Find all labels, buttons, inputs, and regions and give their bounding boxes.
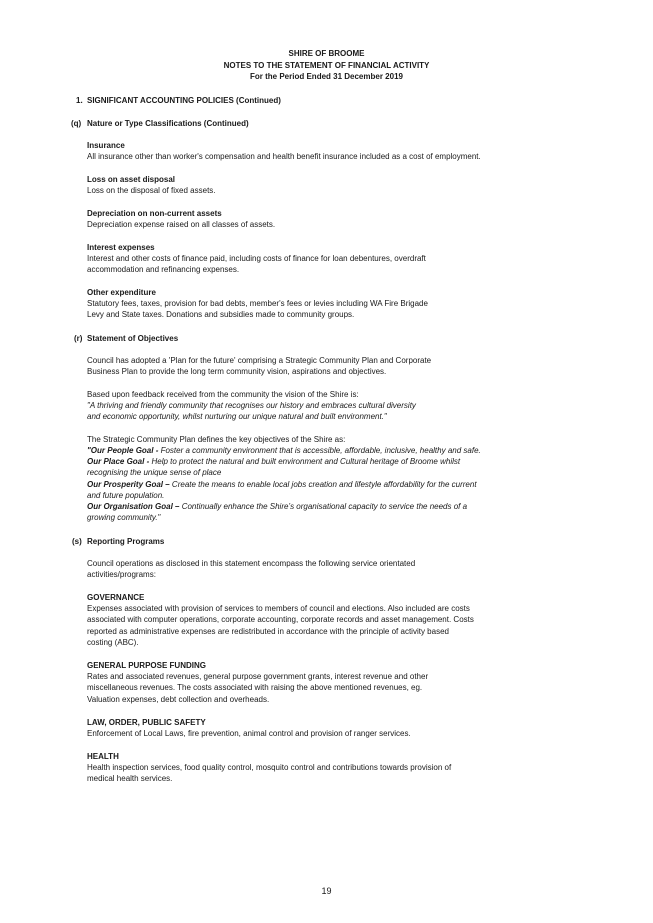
prosperity-goal-label: Our Prosperity Goal – xyxy=(87,480,170,489)
subsection-q-title: Nature or Type Classifications (Continued) xyxy=(87,119,249,128)
gpf-heading: GENERAL PURPOSE FUNDING xyxy=(87,661,206,670)
gpf-text-line: miscellaneous revenues. The costs associated with raising the above mentioned revenues, eg. xyxy=(87,683,423,692)
objectives-intro: The Strategic Community Plan defines the key objectives of the Shire as: xyxy=(87,435,346,444)
depreciation-text: Depreciation expense raised on all classes of assets. xyxy=(87,220,276,229)
health-text-line: medical health services. xyxy=(87,774,173,783)
insurance-heading: Insurance xyxy=(87,141,125,150)
subsection-q-number: (q) xyxy=(71,119,82,128)
governance-text-line: Expenses associated with provision of services to members of council and elections. Also included are costs xyxy=(87,604,470,613)
organisation-goal-label: Our Organisation Goal – xyxy=(87,502,180,511)
place-goal-label: Our Place Goal - xyxy=(87,457,150,466)
subsection-r-number: (r) xyxy=(74,334,83,343)
other-expenditure-heading: Other expenditure xyxy=(87,288,156,297)
other-expenditure-text-line: Statutory fees, taxes, provision for bad debts, member's fees or levies including WA Fire Brigade xyxy=(87,299,428,308)
gpf-text-line: Valuation expenses, debt collection and overheads. xyxy=(87,695,270,704)
prosperity-goal-text: Create the means to enable local jobs creation and lifestyle affordability for the current xyxy=(169,480,477,489)
place-goal xyxy=(87,456,460,467)
subsection-r-title: Statement of Objectives xyxy=(87,334,179,343)
section-title: SIGNIFICANT ACCOUNTING POLICIES (Continued) xyxy=(87,96,281,105)
health-text-line: Health inspection services, food quality control, mosquito control and contributions towards provision of xyxy=(87,763,452,772)
gpf-text-line: Rates and associated revenues, general purpose government grants, interest revenue and other xyxy=(87,672,429,681)
vision-intro: Based upon feedback received from the community the vision of the Shire is: xyxy=(87,390,359,399)
depreciation-heading: Depreciation on non-current assets xyxy=(87,209,222,218)
people-goal-label: "Our People Goal - xyxy=(87,446,159,455)
subsection-s-title: Reporting Programs xyxy=(87,537,165,546)
prosperity-goal-continued: and future population. xyxy=(87,491,165,500)
governance-text-line: costing (ABC). xyxy=(87,638,139,647)
organisation-goal-continued: growing community." xyxy=(87,513,161,522)
loss-heading: Loss on asset disposal xyxy=(87,175,176,184)
governance-text-line: associated with computer operations, corporate accounting, corporate records and asset management. Costs xyxy=(87,615,474,624)
document-title: NOTES TO THE STATEMENT OF FINANCIAL ACTIVITY xyxy=(223,61,430,70)
loss-text: Loss on the disposal of fixed assets. xyxy=(87,186,216,195)
interest-text-line: accommodation and refinancing expenses. xyxy=(87,265,240,274)
subsection-s-number: (s) xyxy=(72,537,82,546)
prosperity-goal xyxy=(87,479,477,490)
interest-text-line: Interest and other costs of finance paid, including costs of finance for loan debentures, overdraft xyxy=(87,254,426,263)
objectives-text-line: Council has adopted a 'Plan for the future' comprising a Strategic Community Plan and Corporate xyxy=(87,356,432,365)
insurance-text: All insurance other than worker's compensation and health benefit insurance included as a cost of employment. xyxy=(87,152,481,161)
place-goal-continued: recognising the unique sense of place xyxy=(87,468,222,477)
other-expenditure-text-line: Levy and State taxes. Donations and subsidies made to community groups. xyxy=(87,310,355,319)
section-number: 1. xyxy=(76,96,83,105)
page-number: 19 xyxy=(321,886,332,896)
org-name: SHIRE OF BROOME xyxy=(288,49,365,58)
law-order-text: Enforcement of Local Laws, fire prevention, animal control and provision of ranger services. xyxy=(87,729,411,738)
organisation-goal-text: Continually enhance the Shire’s organisational capacity to service the needs of a xyxy=(179,502,468,511)
people-goal-text: Foster a community environment that is accessible, affordable, inclusive, healthy and safe. xyxy=(158,446,481,455)
people-goal xyxy=(87,445,481,456)
organisation-goal xyxy=(87,501,467,512)
vision-quote-line: and economic opportunity, whilst nurturing our unique natural and built environment." xyxy=(87,412,387,421)
objectives-text-line: Business Plan to provide the long term community vision, aspirations and objectives. xyxy=(87,367,387,376)
vision-quote-line: "A thriving and friendly community that recognises our history and embraces cultural diversity xyxy=(87,401,416,410)
law-order-heading: LAW, ORDER, PUBLIC SAFETY xyxy=(87,718,206,727)
programs-intro-line: activities/programs: xyxy=(87,570,156,579)
health-heading: HEALTH xyxy=(87,752,119,761)
governance-text-line: reported as administrative expenses are redistributed in accordance with the principle of activity based xyxy=(87,627,449,636)
place-goal-text: Help to protect the natural and built environment and Cultural heritage of Broome whilst xyxy=(149,457,461,466)
period-line: For the Period Ended 31 December 2019 xyxy=(250,72,403,81)
governance-heading: GOVERNANCE xyxy=(87,593,145,602)
programs-intro-line: Council operations as disclosed in this statement encompass the following service orientated xyxy=(87,559,416,568)
interest-heading: Interest expenses xyxy=(87,243,155,252)
